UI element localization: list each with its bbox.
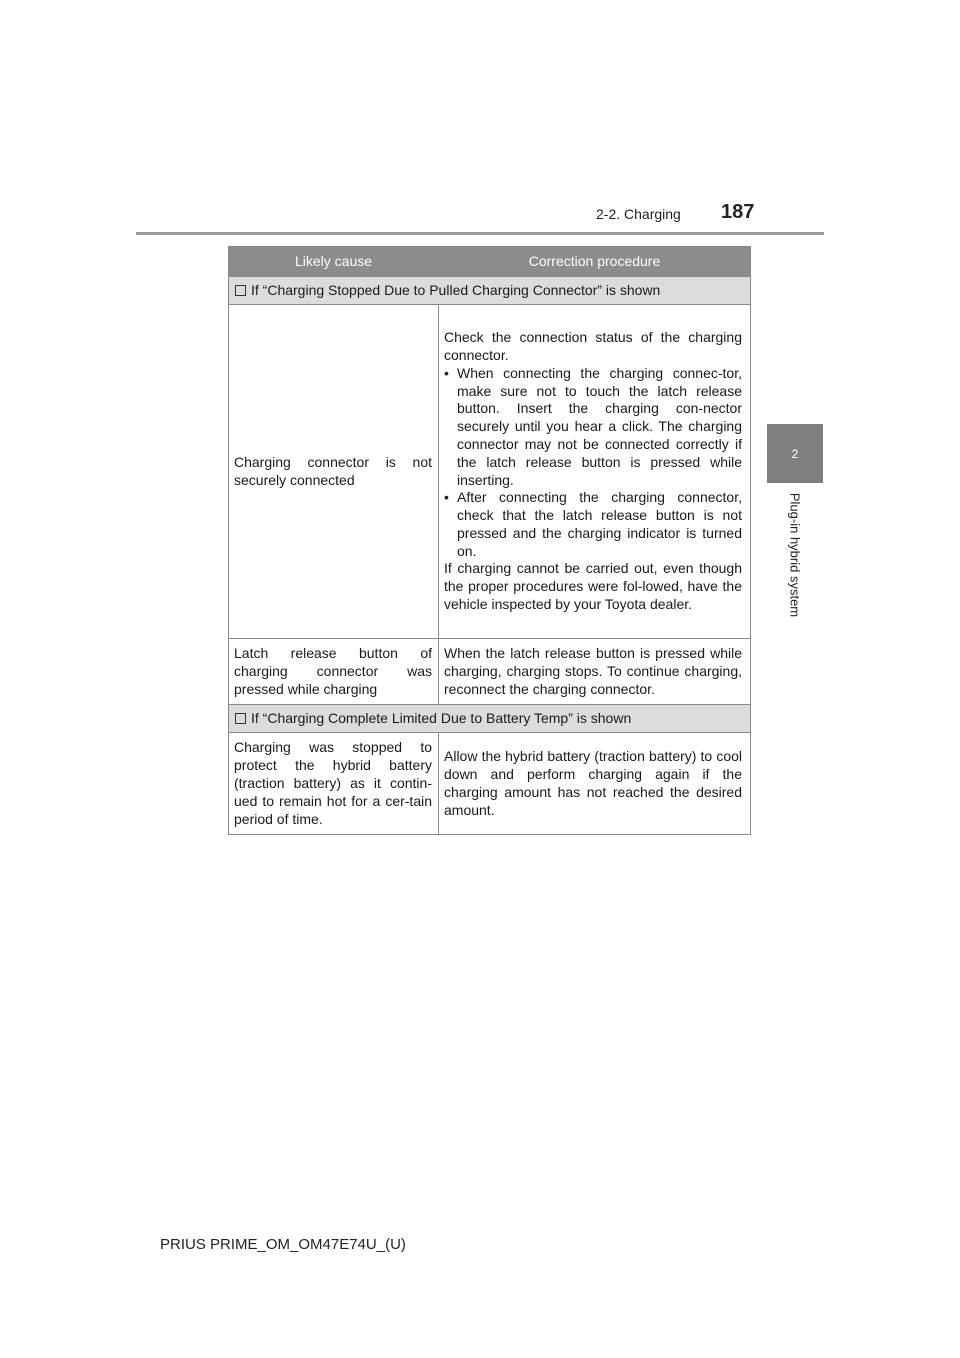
column-header-likely-cause: Likely cause: [229, 247, 439, 277]
document-code: PRIUS PRIME_OM_OM47E74U_(U): [160, 1236, 406, 1253]
bullet-text: When connecting the charging connec-tor, make sure not to touch the latch release button. Insert the charging con-nector securely until you hear a click. The charging connector may not be connected correctly if the latch release button is pressed while inserting.: [457, 364, 742, 488]
page-number: 187: [721, 201, 755, 223]
bullet-icon: •: [444, 364, 449, 381]
table-row: [229, 733, 751, 835]
bullet-text: After connecting the charging connector, check that the latch release button is not pressed and the charging indicator is turned on.: [457, 489, 742, 559]
chapter-tab: [767, 424, 823, 483]
section-heading-text: If “Charging Stopped Due to Pulled Charging Connector” is shown: [251, 281, 661, 298]
chapter-title: Plug-in hybrid system: [787, 492, 803, 618]
procedure-cell: Allow the hybrid battery (traction battery) to cool down and perform charging again if the charging amount has not reached the desired amount.: [439, 733, 751, 835]
section-heading-pulled-connector: [229, 277, 751, 305]
cause-cell: Charging connector is not securely connected: [229, 305, 439, 639]
section-row: [229, 277, 751, 305]
procedure-cell: When the latch release button is pressed while charging, charging stops. To continue charging, reconnect the charging connector.: [439, 639, 751, 705]
list-item: [444, 365, 742, 490]
table-row: [229, 639, 751, 705]
cause-cell: Latch release button of charging connector was pressed while charging: [229, 639, 439, 705]
section-heading-battery-temp: [229, 705, 751, 733]
column-header-correction-procedure: Correction procedure: [439, 247, 751, 277]
checkbox-icon: [235, 285, 246, 296]
table-row: [229, 305, 751, 639]
procedure-intro: Check the connection status of the charging connector.: [444, 329, 742, 363]
table-header-row: [229, 247, 751, 277]
checkbox-icon: [235, 713, 246, 724]
header-divider: [136, 232, 824, 235]
bullet-icon: •: [444, 489, 449, 506]
chapter-number: 2: [791, 446, 799, 461]
section-title: 2-2. Charging: [596, 206, 681, 222]
procedure-outro: If charging cannot be carried out, even though the proper procedures were fol-lowed, have the vehicle inspected by your Toyota dealer.: [444, 560, 742, 613]
troubleshooting-table: [228, 246, 751, 835]
cause-cell: Charging was stopped to protect the hybrid battery (traction battery) as it contin-ued to remain hot for a cer-tain period of time.: [229, 733, 439, 835]
list-item: [444, 489, 742, 560]
section-row: [229, 705, 751, 733]
section-heading-text: If “Charging Complete Limited Due to Battery Temp” is shown: [251, 709, 632, 726]
procedure-cell: [439, 305, 751, 639]
